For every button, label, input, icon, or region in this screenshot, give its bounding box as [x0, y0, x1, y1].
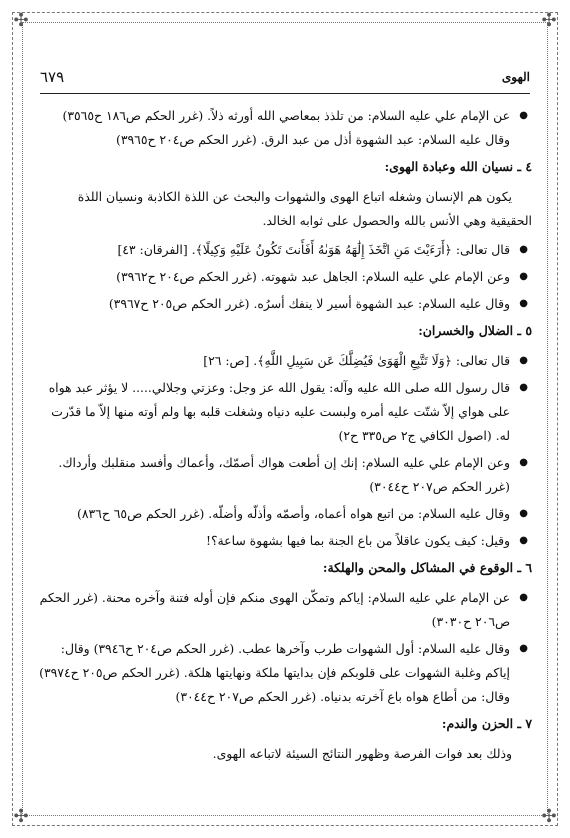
bullet-item: ● قال رسول الله صلى الله عليه وآله: يقول الله عز وجل: وعزتي وجلالي..... لا يؤثر عبد هواه على هواي إلاّ شتّت عليه أمره ولبست عليه دنياه وشغلت قلبه بها ولم أوته منها إلاّ ما قدّرت له. (اصول الكافي ج٢ ص٣٣٥ ح٢) [38, 376, 532, 448]
bullet-item: ● عن الإمام علي عليه السلام: من تلذذ بمعاصي الله أورثه ذلاً. (غرر الحكم ص١٨٦ ح٣٥٦٥) وقال عليه السلام: عبد الشهوة أذل من عبد الرق. (غرر الحكم ص٢٠٤ ح٣٩٦٥) [38, 104, 532, 152]
paragraph: يكون هم الإنسان وشغله اتباع الهوى والشهوات والبحث عن اللذة الكاذبة ونسيان اللذة الحقيقية وهي الأنس بالله والحصول على ثوابه الخالد. [77, 189, 532, 228]
bullet-item: ● وعن الإمام علي عليه السلام: إنك إن أطعت هواك أصمّك، وأعماك وأفسد منقلبك وأرداك. (غرر الحكم ص٢٠٧ ح٣٠٤٤) [38, 451, 532, 499]
corner-ornament-icon: ✣ [541, 10, 557, 31]
page-header [40, 66, 530, 90]
corner-ornament-icon: ✣ [13, 806, 29, 827]
page-number: ٦٧٩ [40, 68, 65, 86]
running-title: الهوى [501, 70, 530, 84]
bullet-item: ● قال تعالى: ﴿أَرَءَيْتَ مَنِ اتَّخَذَ إِلَٰهَهُ هَوَىٰهُ أَفَأَنتَ تَكُونُ عَلَيْهِ وَكِيلًا﴾. [الفرقان: ٤٣] [38, 238, 532, 262]
bullet-item: ● قال تعالى: ﴿وَلَا تَتَّبِعِ الْهَوَىٰ فَيُضِلَّكَ عَن سَبِيلِ اللَّهِ﴾. [ص: ٢٦] [38, 349, 532, 373]
corner-ornament-icon: ✣ [541, 806, 557, 827]
bullet-item: ● وقال عليه السلام: عبد الشهوة أسير لا ينفك أسرُه. (غرر الحكم ص٢٠٥ ح٣٩٦٧) [38, 292, 532, 316]
section-heading: ٤ ـ نسيان الله وعبادة الهوى: [384, 159, 532, 174]
bullet-item: ● وقيل: كيف يكون عاقلاً من باع الجنة بما فيها بشهوة ساعة؟! [38, 529, 532, 553]
corner-ornament-icon: ✣ [13, 10, 29, 31]
bullet-item: ● وقال عليه السلام: من اتبع هواه أعماه، وأصمّه وأذلّه وأضلّه. (غرر الحكم ص٦٥ ح٨٣٦) [38, 502, 532, 526]
bullet-item: ● وعن الإمام علي عليه السلام: الجاهل عبد شهوته. (غرر الحكم ص٢٠٤ ح٣٩٦٢) [38, 265, 532, 289]
section-heading: ٥ ـ الضلال والخسران: [418, 323, 532, 338]
bullet-item: ● عن الإمام علي عليه السلام: إياكم وتمكّن الهوى منكم فإن أوله فتنة وآخره محنة. (غرر الحكم ص٢٠٦ ح٣٠٣٠) [38, 586, 532, 634]
section-heading: ٦ ـ الوقوع في المشاكل والمحن والهلكة: [322, 560, 532, 575]
paragraph: وذلك بعد فوات الفرصة وظهور النتائج السيئة لاتباعه الهوى. [212, 746, 512, 761]
page-body [38, 104, 532, 771]
header-rule [40, 93, 530, 94]
bullet-item: ● وقال عليه السلام: أول الشهوات طرب وآخرها عطب. (غرر الحكم ص٢٠٤ ح٣٩٤٦) وقال: إياكم وغلبة الشهوات على قلوبكم فإن بدايتها ملكة ونهايتها هلكة. (غرر الحكم ص٢٠٥ ح٣٩٧٤) وقال: من أطاع هواه باع آخرته بدنياه. (غرر الحكم ص٢٠٧ ح٣٠٤٤) [38, 637, 532, 709]
section-heading: ٧ ـ الحزن والندم: [441, 716, 532, 731]
